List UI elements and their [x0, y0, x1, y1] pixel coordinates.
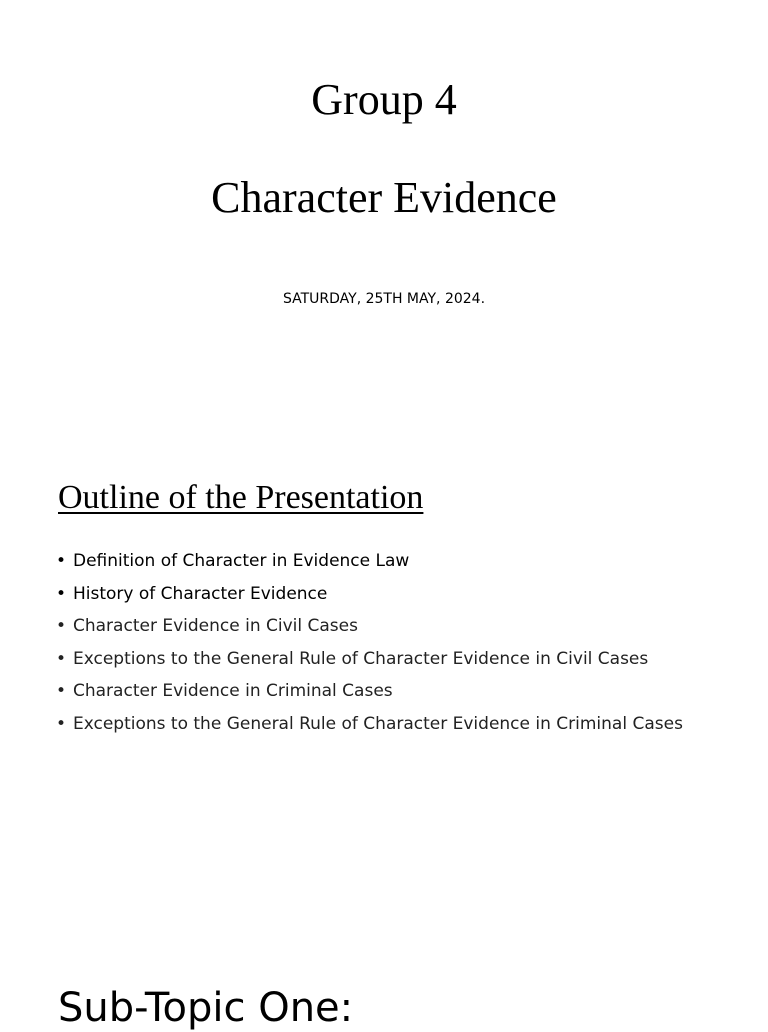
bullet-icon: • — [56, 583, 67, 604]
bullet-icon: • — [56, 616, 67, 636]
group-title: Group 4 — [311, 75, 457, 124]
list-item — [56, 712, 696, 736]
list-item-label: Definition of Character in Evidence Law — [73, 551, 410, 571]
outline-slide — [0, 432, 768, 864]
list-item — [56, 549, 696, 573]
bullet-icon: • — [56, 681, 67, 701]
list-item-label: Exceptions to the General Rule of Character Evidence in Criminal Cases — [73, 713, 683, 734]
presentation-title: Character Evidence — [211, 173, 557, 222]
list-item-label: Exceptions to the General Rule of Character Evidence in Civil Cases — [73, 648, 649, 669]
list-item-label: History of Character Evidence — [73, 583, 328, 604]
bullet-icon: • — [56, 551, 67, 571]
subtopic-heading: Sub-Topic One: — [58, 985, 354, 1031]
bullet-icon: • — [56, 713, 67, 734]
title-slide — [0, 0, 768, 432]
list-item — [56, 582, 696, 606]
outline-heading: Outline of the Presentation — [58, 479, 424, 516]
subtopic-slide — [0, 864, 768, 1031]
outline-list — [56, 549, 696, 744]
bullet-icon: • — [56, 648, 67, 669]
list-item — [56, 647, 696, 671]
list-item — [56, 614, 696, 638]
list-item-label: Character Evidence in Civil Cases — [73, 616, 358, 636]
list-item-label: Character Evidence in Criminal Cases — [73, 681, 393, 701]
list-item — [56, 679, 696, 703]
presentation-date: SATURDAY, 25TH MAY, 2024. — [282, 291, 486, 307]
